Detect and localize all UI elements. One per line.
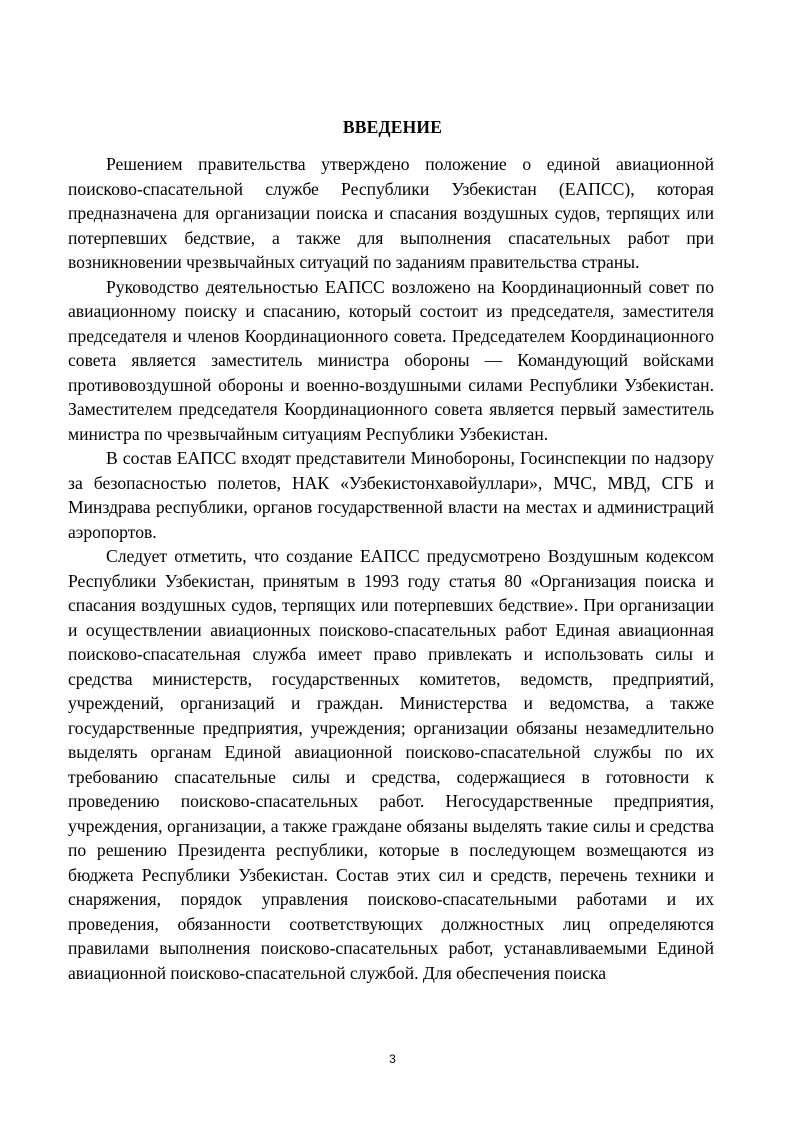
body-text (68, 152, 714, 985)
paragraph-4: Следует отметить, что создание ЕАПСС предусмотрено Воздушным кодексом Республики Узбекистан, принятым в 1993 году статья 80 «Организация поиска и спасания воздушных судов, терпящих или потерпевших бедствие». При организации и осуществлении авиационных поисково-спасательных работ Единая авиационная поисково-спасательная служба имеет право привлекать и использовать силы и средства министерств, государственных комитетов, ведомств, предприятий, учреждений, организаций и граждан. Министерства и ведомства, а также государственные предприятия, учреждения; организации обязаны незамедлительно выделять органам Единой авиационной поисково-спасательной службы по их требованию спасательные силы и средства, содержащиеся в готовности к проведению поисково-спасательных работ. Негосударственные предприятия, учреждения, организации, а также граждане обязаны выделять такие силы и средства по решению Президента республики, которые в последующем возмещаются из бюджета Республики Узбекистан. Состав этих сил и средств, перечень техники и снаряжения, порядок управления поисково-спасательными работами и их проведения, обязанности соответствующих должностных лиц определяются правилами выполнения поисково-спасательных работ, устанавливаемыми Единой авиационной поисково-спасательной службой. Для обеспечения поиска (68, 546, 714, 983)
page-number: 3 (389, 1052, 396, 1066)
paragraph-3: В состав ЕАПСС входят представители Минобороны, Госинспекции по надзору за безопасностью полетов, НАК «Узбекистонхавойуллари», МЧС, МВД, СГБ и Минздрава республики, органов государственной власти на местах и администраций аэропортов. (68, 448, 714, 542)
page-title: ВВЕДЕНИЕ (342, 117, 443, 137)
paragraph-1: Решением правительства утверждено положение о единой авиационной поисково-спасательной службе Республики Узбекистан (ЕАПСС), которая предназначена для организации поиска и спасания воздушных судов, терпящих или потерпевших бедствие, а также для выполнения спасательных работ при возникновении чрезвычайных ситуаций по заданиям правительства страны. (68, 154, 714, 272)
paragraph-2: Руководство деятельностью ЕАПСС возложено на Координационный совет по авиационному поиску и спасанию, который состоит из председателя, заместителя председателя и членов Координационного совета. Председателем Координационного совета является заместитель министра обороны — Командующий войсками противовоздушной обороны и военно-воздушными силами Республики Узбекистан. Заместителем председателя Координационного совета является первый заместитель министра по чрезвычайным ситуациям Республики Узбекистан. (68, 276, 714, 444)
